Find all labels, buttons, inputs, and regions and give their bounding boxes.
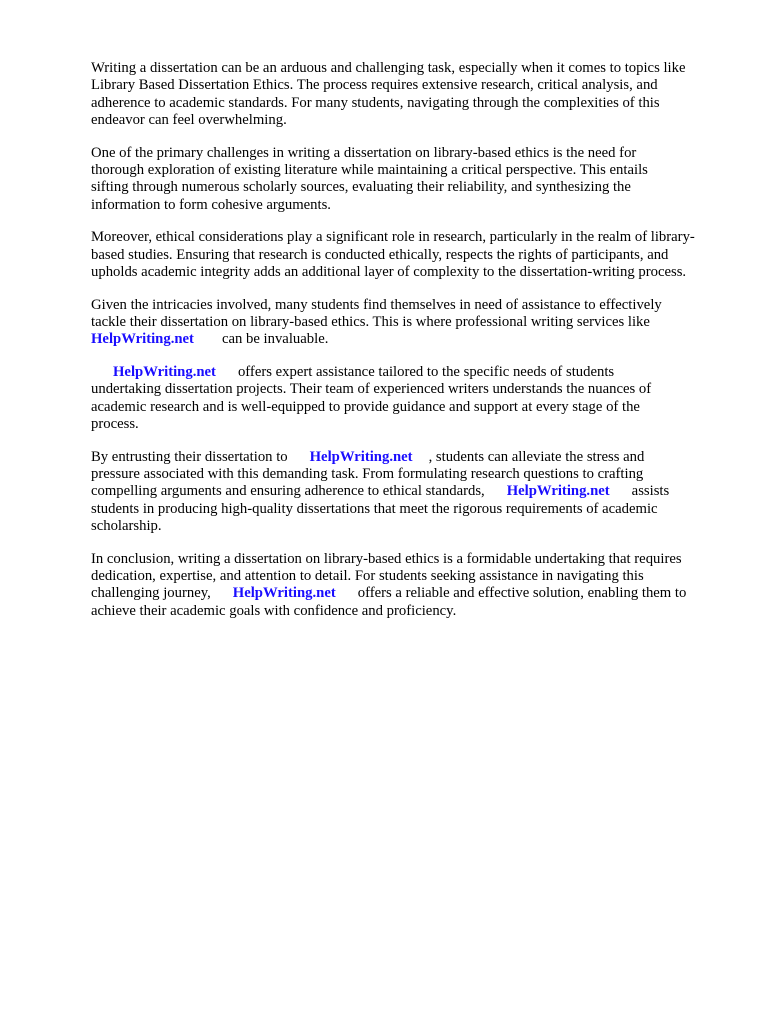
helpwriting-link[interactable]: HelpWriting.net [506, 483, 610, 500]
text-segment: assists [631, 483, 670, 500]
paragraph-challenges [91, 145, 731, 214]
paragraph-ethics [91, 229, 731, 281]
text-line: scholarship. [91, 518, 162, 535]
text-line: students in producing high-quality dissertations that meet the rigorous requirements of academic [91, 500, 658, 517]
text-line [91, 364, 731, 381]
text-line: endeavor can feel overwhelming. [91, 111, 287, 128]
text-line: tackle their dissertation on library-based ethics. This is where professional writing services like [91, 314, 650, 331]
text-line: upholds academic integrity adds an additional layer of complexity to the dissertation-writing process. [91, 263, 687, 280]
text-line [91, 483, 731, 500]
text-line: Moreover, ethical considerations play a significant role in research, particularly in the realm of library- [91, 229, 695, 246]
text-line: sifting through numerous scholarly sources, evaluating their reliability, and synthesizing the [91, 179, 631, 196]
text-line: adherence to academic standards. For many students, navigating through the complexities of this [91, 94, 660, 111]
paragraph-conclusion [91, 551, 731, 620]
text-line: dedication, expertise, and attention to detail. For students seeking assistance in navigating this [91, 568, 644, 585]
text-line: In conclusion, writing a dissertation on library-based ethics is a formidable undertaking that requires [91, 550, 682, 567]
text-line: Writing a dissertation can be an arduous and challenging task, especially when it comes to topics like [91, 60, 686, 76]
text-segment: , students can alleviate the stress and [428, 448, 645, 465]
text-segment: offers a reliable and effective solution, enabling them to [357, 585, 687, 602]
helpwriting-link[interactable]: HelpWriting.net [232, 585, 336, 602]
text-line: pressure associated with this demanding task. From formulating research questions to crafting [91, 466, 644, 483]
text-segment: challenging journey, [91, 585, 211, 602]
text-line: One of the primary challenges in writing a dissertation on library-based ethics is the need for [91, 144, 637, 161]
paragraph-entrusting [91, 449, 731, 535]
text-segment: offers expert assistance tailored to the specific needs of students [237, 364, 615, 381]
text-line [91, 585, 731, 602]
text-line [91, 449, 731, 466]
text-segment: can be invaluable. [221, 331, 329, 348]
paragraph-assistance [91, 297, 731, 349]
text-segment: compelling arguments and ensuring adherence to ethical standards, [91, 483, 485, 500]
helpwriting-link[interactable]: HelpWriting.net [113, 364, 216, 381]
text-line [91, 331, 731, 348]
text-line: thorough exploration of existing literature while maintaining a critical perspective. This entails [91, 161, 648, 178]
helpwriting-link[interactable]: HelpWriting.net [309, 448, 413, 465]
text-line: based studies. Ensuring that research is conducted ethically, respects the rights of participants, and [91, 246, 669, 263]
text-line: undertaking dissertation projects. Their team of experienced writers understands the nuances of [91, 381, 652, 398]
paragraph-intro [91, 60, 731, 129]
text-line: information to form cohesive arguments. [91, 196, 331, 213]
document-page [91, 60, 731, 636]
paragraph-service [91, 364, 731, 433]
text-line: process. [91, 416, 139, 433]
text-line: academic research and is well-equipped to provide guidance and support at every stage of the [91, 398, 640, 415]
text-segment: By entrusting their dissertation to [91, 448, 288, 465]
text-line: Library Based Dissertation Ethics. The process requires extensive research, critical analysis, and [91, 77, 658, 94]
text-line: achieve their academic goals with confidence and proficiency. [91, 602, 457, 619]
helpwriting-link[interactable]: HelpWriting.net [91, 331, 194, 348]
text-line: Given the intricacies involved, many students find themselves in need of assistance to effectively [91, 296, 662, 313]
